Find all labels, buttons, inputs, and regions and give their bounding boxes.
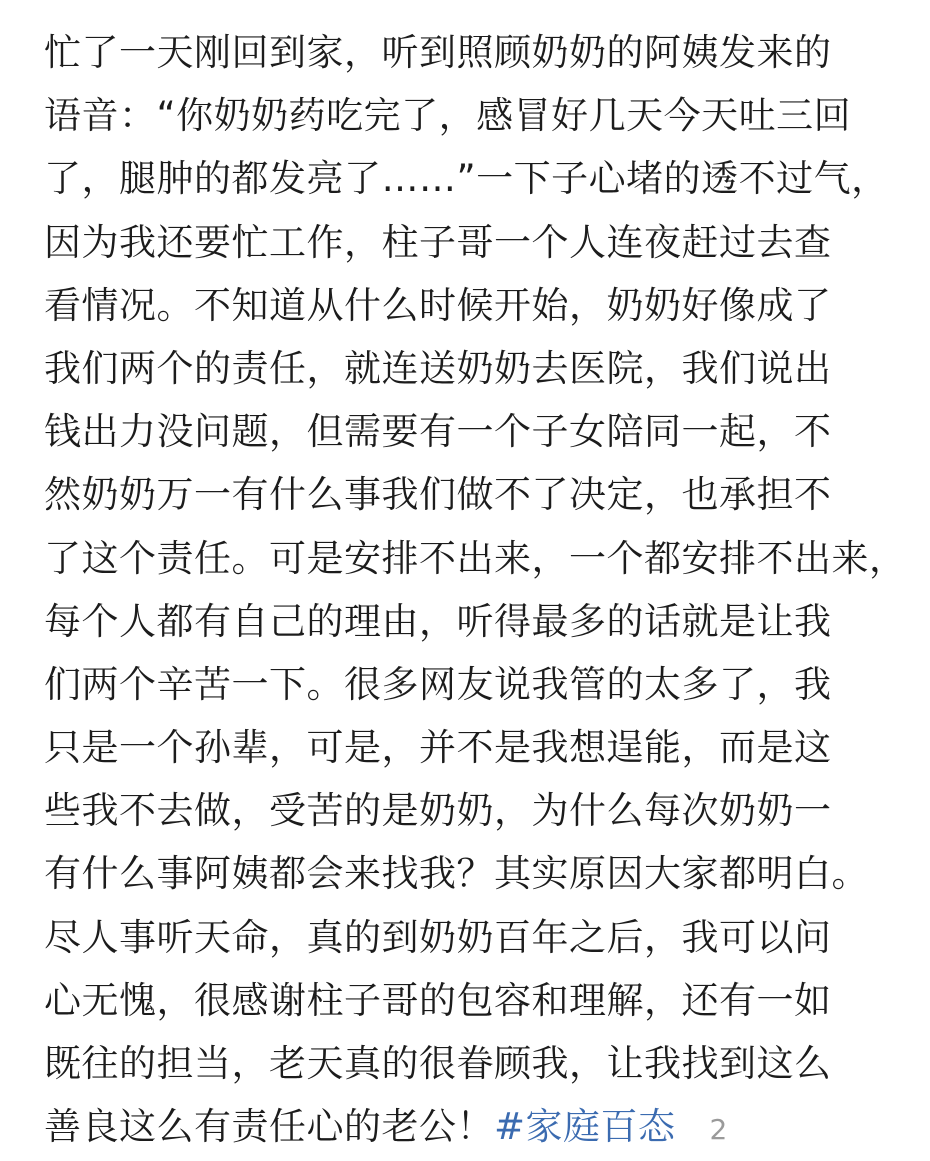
post-text-line: 因为我还要忙工作，柱子哥一个人连夜赶过去查 — [44, 220, 832, 264]
post-text-line: 只是一个孙辈，可是，并不是我想逞能，而是这 — [44, 726, 832, 770]
post-text-line: 了这个责任。可是安排不出来，一个都安排不出来， — [44, 536, 907, 580]
post-text-line: 既往的担当，老天真的很眷顾我，让我找到这么 — [44, 1042, 832, 1085]
post-text-line: 钱出力没问题，但需要有一个子女陪同一起，不 — [44, 410, 832, 454]
post-text-line: 了，腿肿的都发亮了……”一下子心堵的透不过气， — [44, 157, 889, 201]
count-badge: 2 — [709, 1113, 728, 1147]
post-text-line: 然奶奶万一有什么事我们做不了决定，也承担不 — [44, 473, 832, 517]
post-text-line: 有什么事阿姨都会来找我？其实原因大家都明白。 — [44, 852, 869, 896]
post-text-line: 心无愧，很感谢柱子哥的包容和理解，还有一如 — [44, 978, 832, 1022]
post-text-line: 些我不去做，受苦的是奶奶，为什么每次奶奶一 — [44, 789, 832, 833]
post-text-line: 忙了一天刚回到家，听到照顾奶奶的阿姨发来的 — [44, 31, 832, 74]
post-text-line: 善良这么有责任心的老公！ — [44, 1105, 494, 1149]
post-text-line: 我们两个的责任，就连送奶奶去医院，我们说出 — [44, 346, 832, 390]
post-text-line: 看情况。不知道从什么时候开始，奶奶好像成了 — [44, 283, 832, 327]
post-text-line: 语音：“你奶奶药吃完了，感冒好几天今天吐三回 — [44, 94, 852, 138]
topic-tag-link[interactable]: #家庭百态 — [494, 1105, 676, 1149]
post-body-text — [44, 21, 914, 1158]
post-text-line: 每个人都有自己的理由，听得最多的话就是让我 — [44, 599, 832, 643]
post-text-line: 尽人事听天命，真的到奶奶百年之后，我可以问 — [44, 915, 832, 959]
post-text-line: 们两个辛苦一下。很多网友说我管的太多了，我 — [44, 662, 832, 706]
post-last-line — [44, 1095, 914, 1158]
